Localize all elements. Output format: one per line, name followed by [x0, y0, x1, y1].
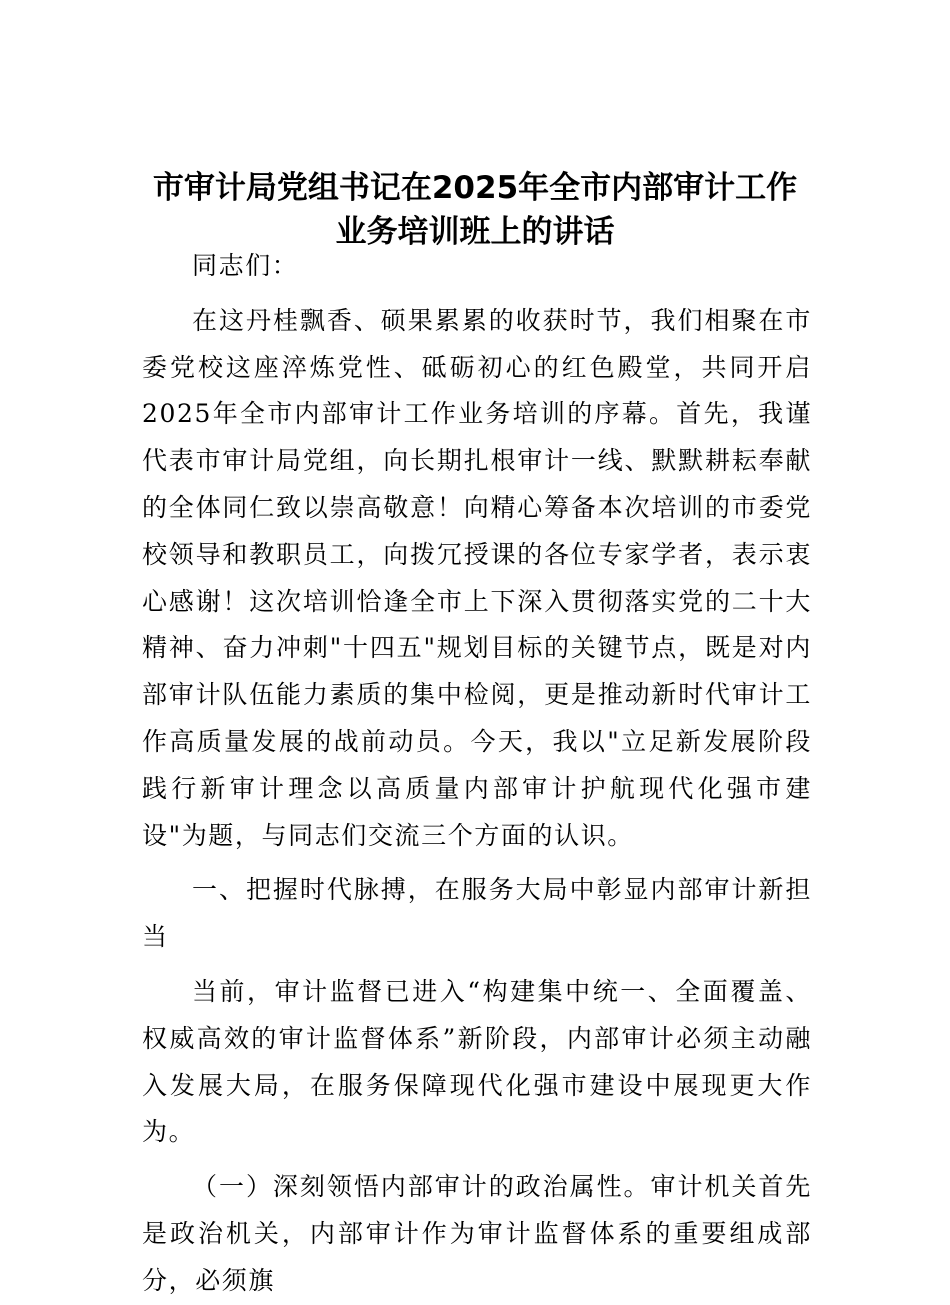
- salutation: 同志们：: [192, 251, 299, 280]
- title-line-2: 业务培训班上的讲话: [335, 214, 615, 250]
- paragraph-section-1: 当前，审计监督已进入“构建集中统一、全面覆盖、权威高效的审计监督体系”新阶段，内部审计必须主动融入发展大局，在服务保障现代化强市建设中展现更大作为。: [142, 976, 812, 1147]
- section-heading-1: 一、把握时代脉搏，在服务大局中彰显内部审计新担当: [142, 875, 812, 952]
- paragraph-subsection-1: （一）深刻领悟内部审计的政治属性。审计机关首先是政治机关，内部审计作为审计监督体系的重要组成部分，必须旗: [142, 1172, 812, 1295]
- document-title: [120, 166, 830, 254]
- title-line-1: 市审计局党组书记在2025年全市内部审计工作: [152, 170, 798, 206]
- document-body: [142, 243, 812, 1305]
- paragraph-intro: 在这丹桂飘香、硕果累累的收获时节，我们相聚在市委党校这座淬炼党性、砥砺初心的红色殿堂，共同开启2025年全市内部审计工作业务培训的序幕。首先，我谨代表市审计局党组，向长期扎根审计一线、默默耕耘奉献的全体同仁致以崇高敬意！向精心筹备本次培训的市委党校领导和教职员工，向拨冗授课的各位专家学者，表示衷心感谢！这次培训恰逢全市上下深入贯彻落实党的二十大精神、奋力冲刺"十四五"规划目标的关键节点，既是对内部审计队伍能力素质的集中检阅，更是推动新时代审计工作高质量发展的战前动员。今天，我以"立足新发展阶段践行新审计理念以高质量内部审计护航现代化强市建设"为题，与同志们交流三个方面的认识。: [142, 305, 812, 850]
